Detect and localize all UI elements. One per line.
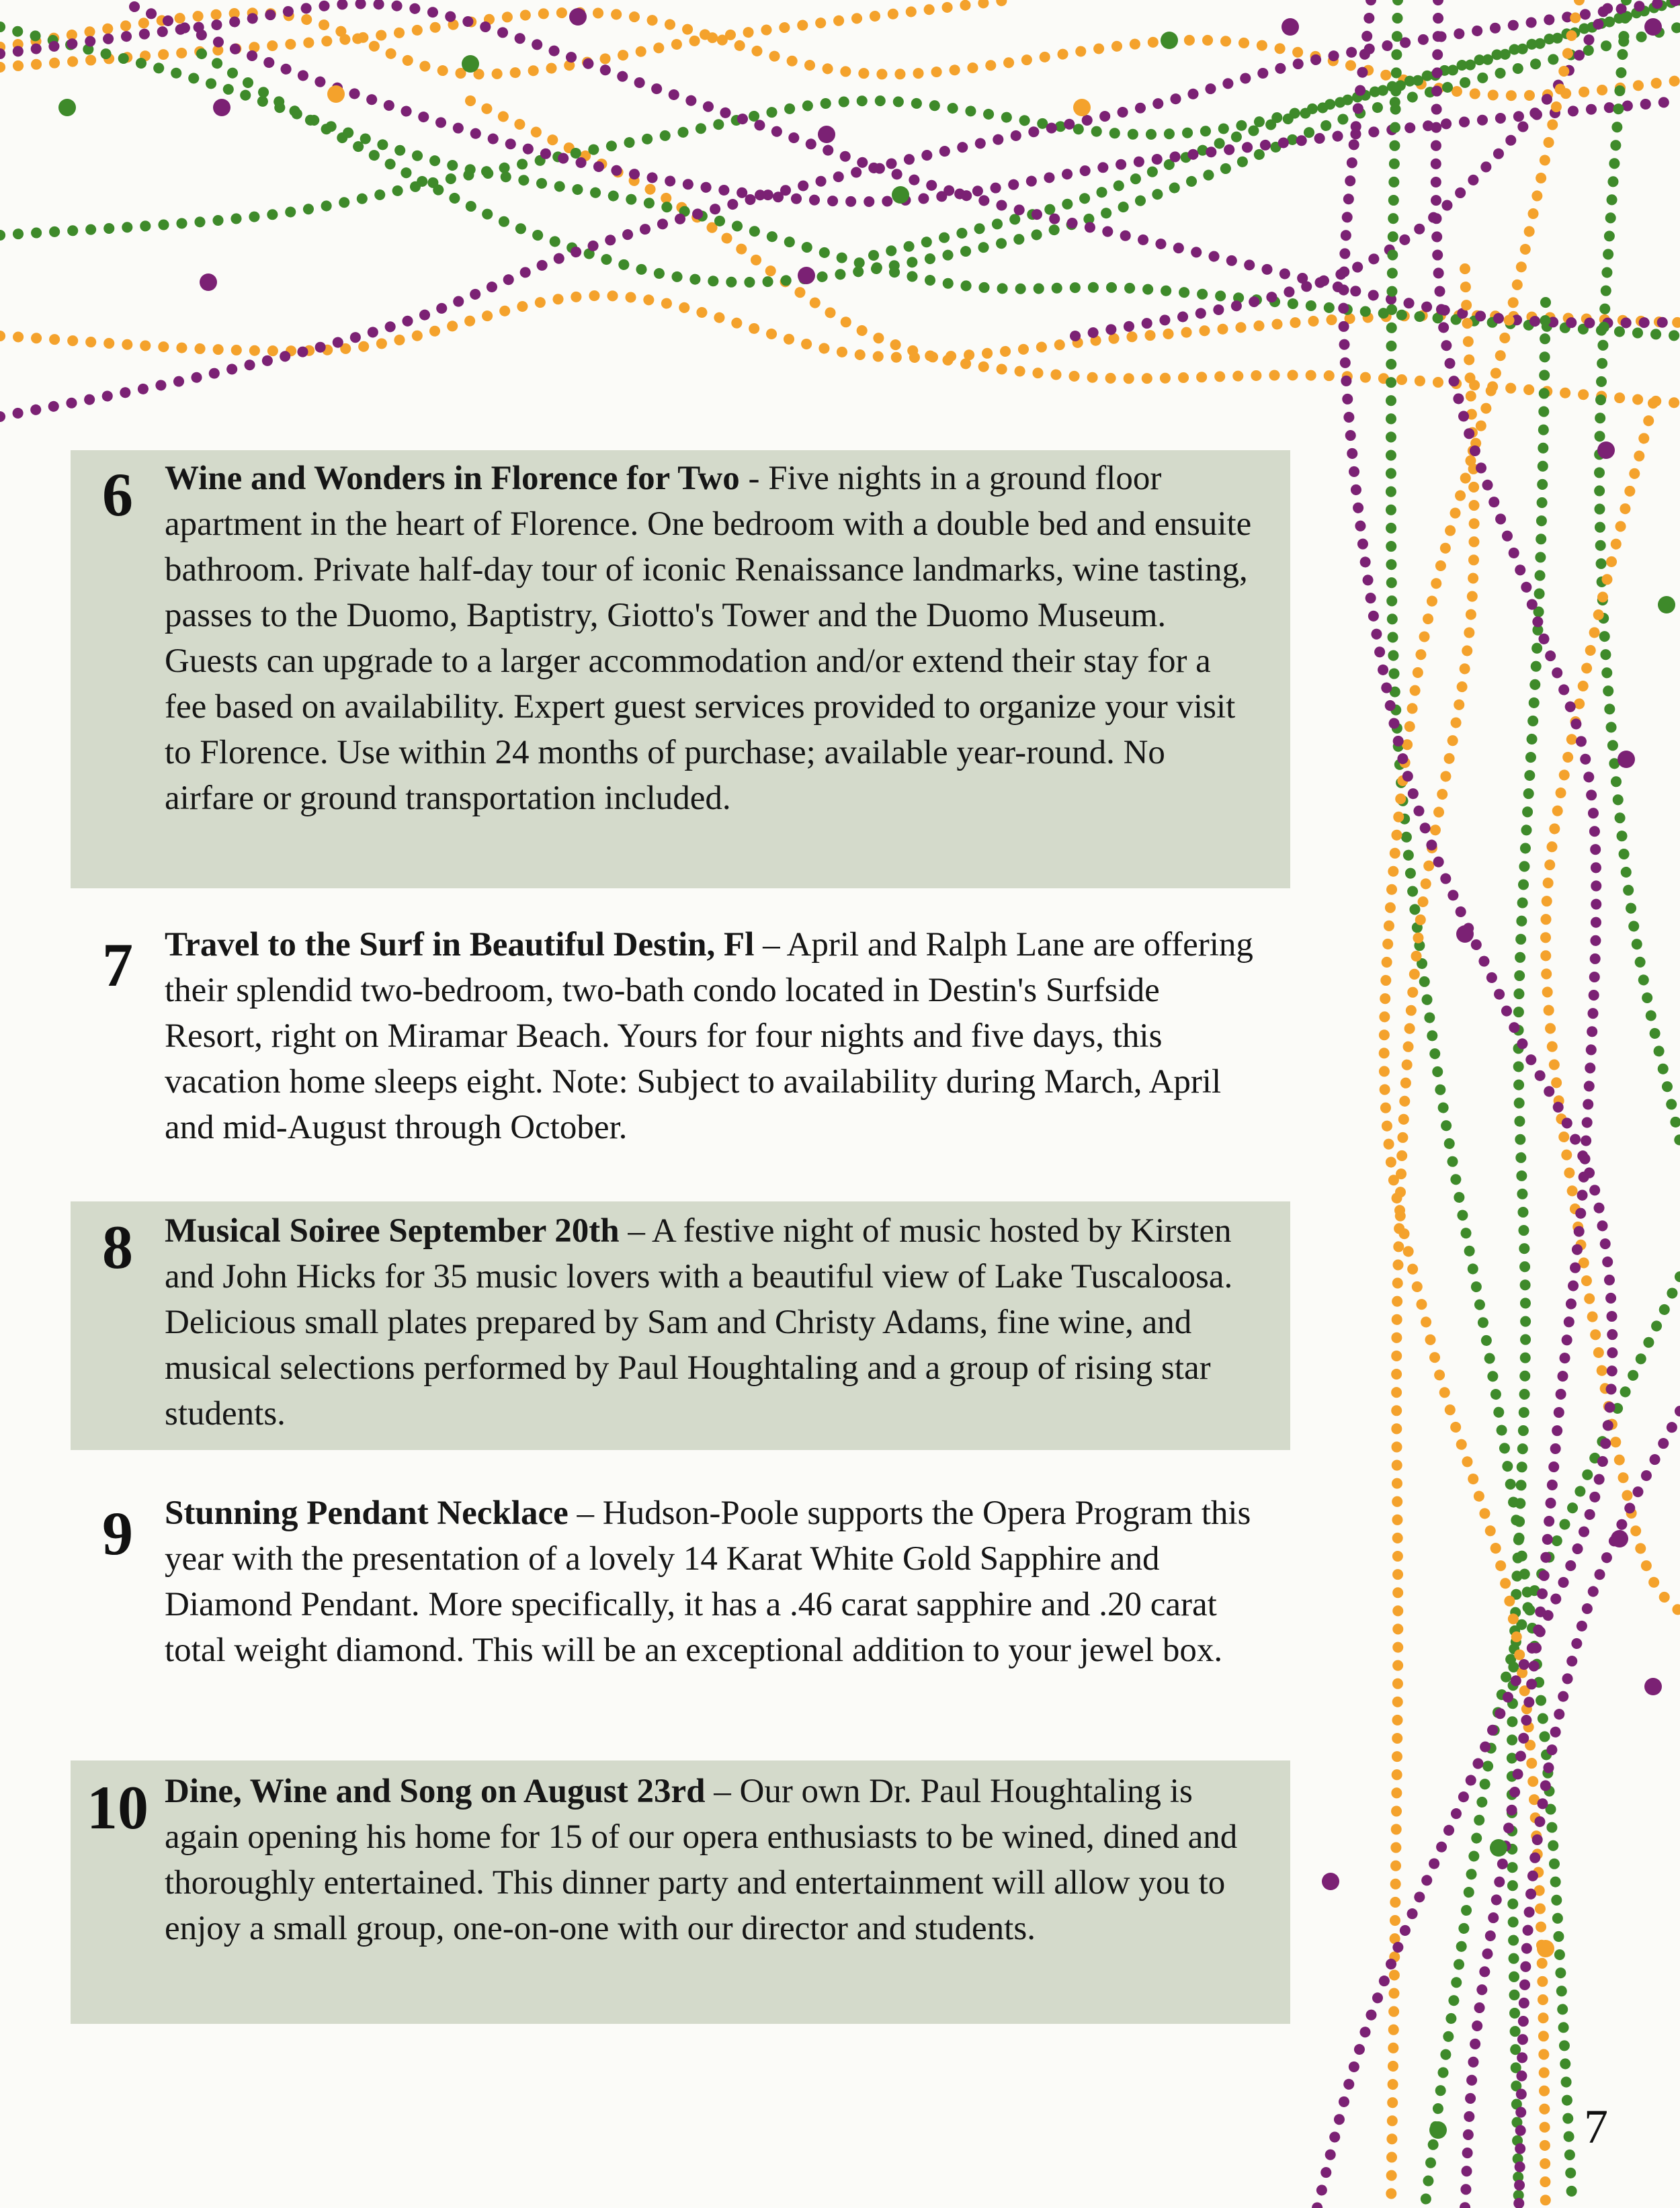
separator: – [705, 1773, 740, 1810]
orange-bead [327, 85, 345, 103]
purple-bead [798, 267, 815, 284]
purple-bead [569, 8, 587, 26]
item-number: 8 [102, 1213, 133, 1281]
green-bead-strand [1425, 1277, 1680, 2208]
separator: – [619, 1212, 652, 1250]
item-body: Hudson-Poole supports the Opera Program this year with the presentation of a lovely 14 Karat White Gold Sapphire and Diamond Pendant. More specifically, it has a .46 carat sapphire and .20 carat total weight diamond. This will be an exceptional addition to your jewel box. [165, 1494, 1251, 1669]
purple-bead [1611, 1530, 1628, 1547]
purple-bead [213, 99, 230, 116]
purple-bead [1597, 441, 1615, 459]
item-number: 10 [87, 1773, 149, 1842]
item-body: A festive night of music hosted by Kirsten and John Hicks for 35 music lovers with a beautiful view of Lake Tuscaloosa. Delicious small plates prepared by Sam and Christy Adams, fine wine, and musical selections performed by Paul Houghtaling and a group of rising star students. [165, 1212, 1233, 1433]
purple-bead [1644, 18, 1662, 36]
purple-bead [1282, 18, 1299, 36]
purple-bead [1644, 1678, 1662, 1695]
item-number: 7 [102, 931, 133, 999]
green-bead [462, 55, 479, 73]
item-number: 6 [102, 460, 133, 529]
auction-item-6 [71, 450, 1290, 888]
page-number: 7 [1584, 2100, 1608, 2154]
item-description [165, 456, 1257, 821]
auction-item-7 [71, 922, 1290, 1150]
green-bead [1658, 596, 1675, 613]
item-title: Travel to the Surf in Beautiful Destin, Fl [165, 926, 755, 964]
orange-bead-strand [1384, 0, 1579, 2208]
item-description [165, 1490, 1257, 1673]
purple-bead [200, 273, 217, 291]
green-bead [1161, 32, 1178, 49]
item-title: Dine, Wine and Song on August 23rd [165, 1773, 706, 1810]
green-bead [58, 99, 76, 116]
purple-bead [1322, 1873, 1339, 1890]
item-title: Musical Soiree September 20th [165, 1212, 620, 1250]
orange-bead-strand [1546, 403, 1680, 1613]
item-description [165, 1208, 1257, 1437]
auction-item-10 [71, 1760, 1290, 2024]
separator: – [568, 1494, 603, 1532]
item-description [165, 922, 1257, 1150]
item-description [165, 1769, 1257, 1951]
auction-item-9 [71, 1490, 1290, 1673]
separator: - [739, 460, 769, 497]
green-bead-strand [0, 0, 1680, 235]
item-title: Stunning Pendant Necklace [165, 1494, 569, 1532]
item-number: 9 [102, 1499, 133, 1568]
green-bead [892, 186, 909, 204]
item-title: Wine and Wonders in Florence for Two [165, 460, 740, 497]
orange-bead [1537, 1940, 1554, 1957]
green-bead [1429, 2121, 1447, 2139]
item-body: April and Ralph Lane are offering their splendid two-bedroom, two-bath condo located in Destin's Surfside Resort, right on Miramar Beach. Yours for four nights and five days, this vacation home sleeps eight. Note: Subject to availability during March, April and mid-August through October. [165, 926, 1253, 1146]
purple-bead [1456, 925, 1474, 943]
auction-item-8 [71, 1201, 1290, 1450]
purple-bead [1618, 751, 1635, 768]
separator: – [754, 926, 787, 964]
purple-bead [818, 126, 835, 143]
green-bead [1490, 1839, 1507, 1857]
item-body: Five nights in a ground floor apartment in the heart of Florence. One bedroom with a double bed and ensuite bathroom. Private half-day tour of iconic Renaissance landmarks, wine tasting, passes to the Duomo, Baptistry, Giotto's Tower and the Duomo Museum. Guests can upgrade to a larger accommodation and/or extend their stay for a fee based on availability. Expert guest services provided to organize your visit to Florence. Use within 24 months of purchase; available year-round. No airfare or ground transportation included. [165, 460, 1252, 817]
green-bead-strand [1599, 0, 1680, 1142]
orange-bead [1073, 99, 1091, 116]
item-body: Our own Dr. Paul Houghtaling is again opening his home for 15 of our opera enthusiasts to be wined, dined and thoroughly entertained. This dinner party and entertainment will allow you to enjoy a small group, one-on-one with our director and students. [165, 1773, 1238, 1947]
